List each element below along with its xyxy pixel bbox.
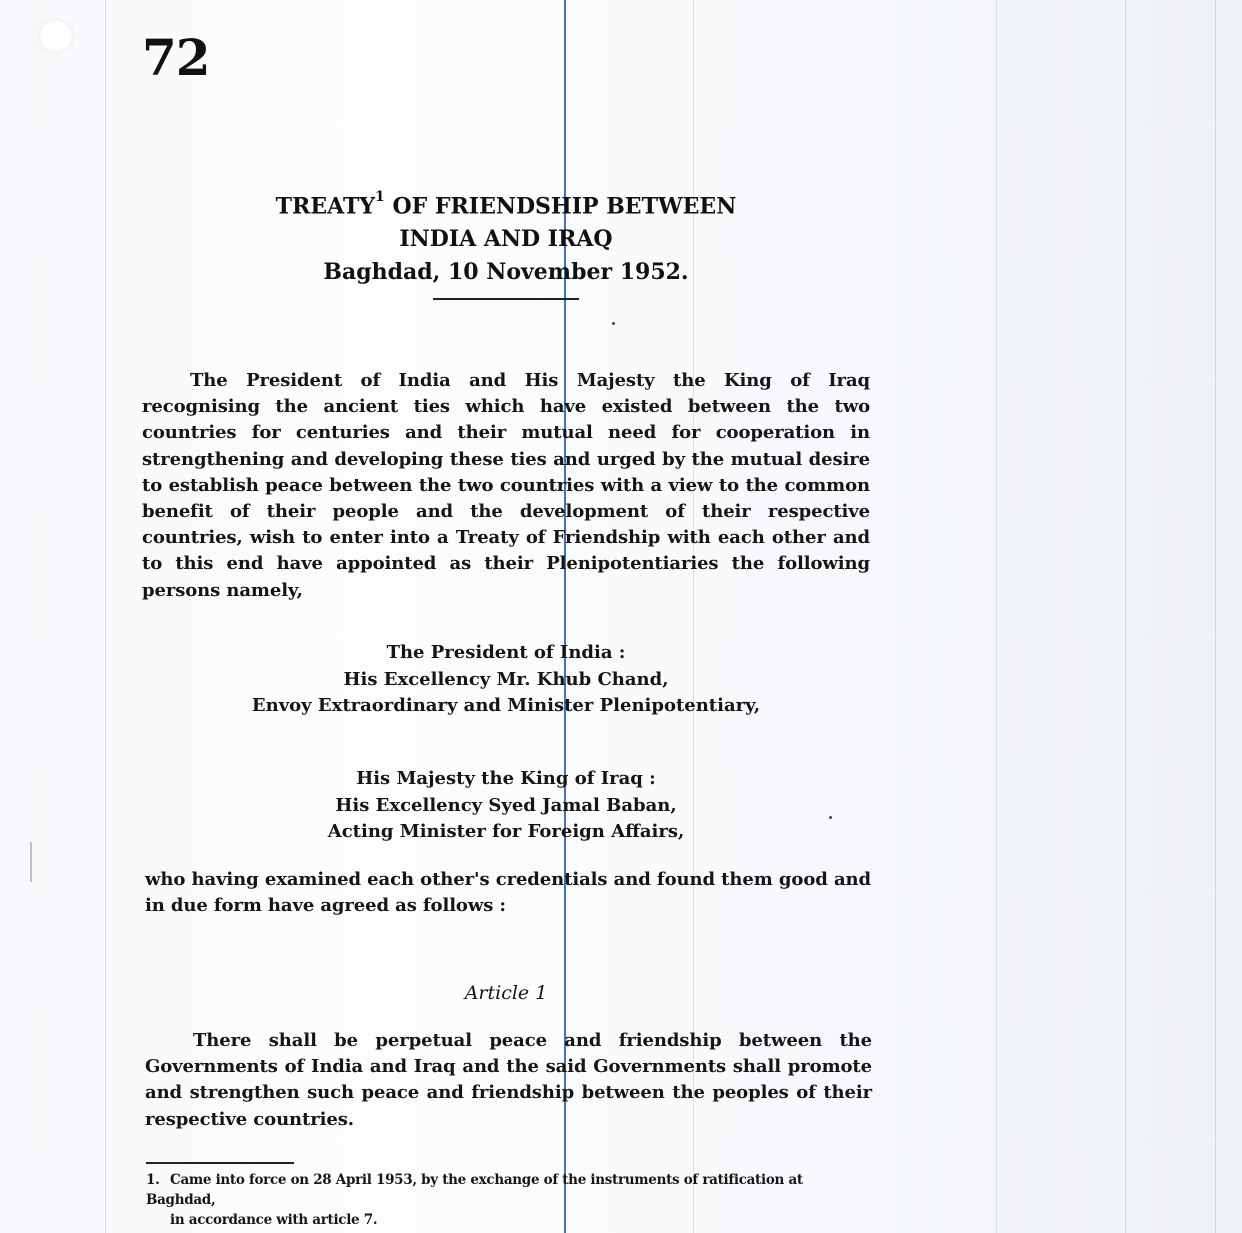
scan-guide-line <box>1125 0 1126 1233</box>
preamble-paragraph: The President of India and His Majesty the King of Iraq recognising the ancient ties which have existed between the two countries for centuries and their mutual need for cooperation in strengthening and developing these ties and urged by the mutual desire to establish peace between the two countries with a view to the common benefit of their people and the development of their respective countries, wish to enter into a Treaty of Friendship with each other and to this end have appointed as their Plenipotentiaries the following persons namely, <box>142 370 870 601</box>
plenipotentiary-principal: The President of India : <box>386 642 626 663</box>
margin-mark <box>30 842 40 882</box>
credentials-paragraph: who having examined each other's credentials and found them good and in due form have agreed as follows : <box>145 869 871 917</box>
footnote-text: Came into force on 28 April 1953, by the exchange of the instruments of ratification at Baghdad, <box>146 1172 803 1208</box>
title-word-treaty: TREATY <box>275 193 376 220</box>
footnote <box>146 1170 876 1230</box>
dust-speck <box>612 322 615 325</box>
scan-guide-line <box>996 0 997 1233</box>
plenipotentiary-name: His Excellency Mr. Khub Chand, <box>343 668 669 690</box>
footnote-number: 1. <box>146 1172 160 1188</box>
article-body: There shall be perpetual peace and friendship between the Governments of India and Iraq and the said Governments shall promote and strengthen such peace and friendship between the peoples of their respective countries. <box>145 1030 872 1130</box>
scan-guide-line <box>105 0 106 1233</box>
page-number: 72 <box>142 28 210 87</box>
footnote-rule <box>146 1162 294 1164</box>
title-rule <box>433 298 579 300</box>
plenipotentiary-principal: His Majesty the King of Iraq : <box>356 768 656 789</box>
plenipotentiary-office: Envoy Extraordinary and Minister Plenipotentiary, <box>251 695 761 716</box>
dust-speck <box>829 816 832 819</box>
title-line-1 <box>200 185 812 223</box>
title-line-1-rest: OF FRIENDSHIP BETWEEN <box>384 193 737 220</box>
title-line-3: Baghdad, 10 November 1952. <box>323 259 689 286</box>
plenipotentiary-office: Acting Minister for Foreign Affairs, <box>327 821 685 842</box>
footnote-line-1 <box>146 1170 876 1210</box>
title-line-2: INDIA AND IRAQ <box>399 226 613 253</box>
plenipotentiary-iraq <box>200 766 812 846</box>
punch-hole <box>38 18 74 54</box>
plenipotentiary-india <box>200 640 812 720</box>
treaty-title <box>200 185 812 289</box>
footnote-line-2: in accordance with article 7. <box>170 1212 378 1228</box>
footnote-ref: 1 <box>375 189 385 205</box>
scan-guide-line <box>1215 0 1216 1233</box>
plenipotentiary-name: His Excellency Syed Jamal Baban, <box>335 794 677 816</box>
article-heading: Article 1 <box>464 982 548 1004</box>
